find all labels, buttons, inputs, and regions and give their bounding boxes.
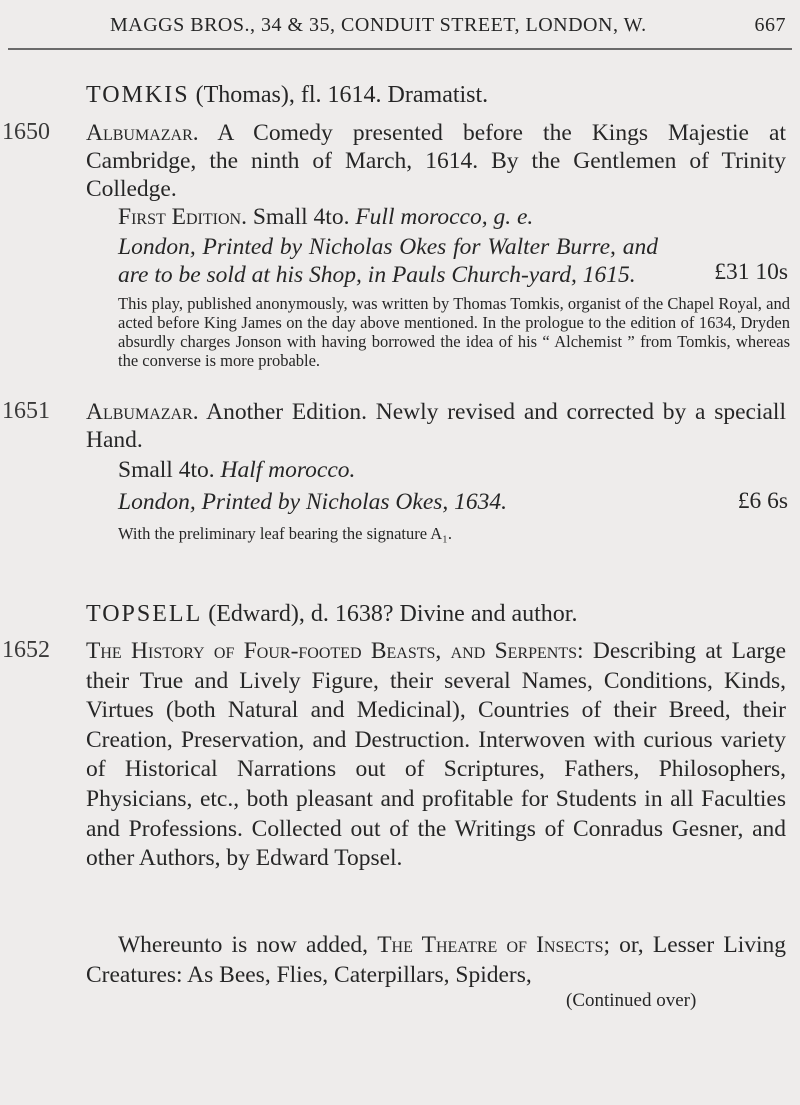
author-name: TOMKIS [86, 82, 190, 108]
item-number: 1652 [2, 637, 50, 663]
continued-over: (Continued over) [566, 990, 697, 1011]
imprint: London, Printed by Nicholas Okes, 1634. [118, 489, 508, 515]
item-number: 1650 [2, 119, 50, 145]
author-details: (Thomas), fl. 1614. Dramatist. [195, 82, 489, 108]
continuation-text: or, Lesser Living Creatures: As Bees, Flies, Caterpillars, Spiders, [86, 932, 787, 988]
page-number: 667 [754, 14, 786, 36]
header-rule [8, 48, 792, 50]
item-title [86, 398, 786, 454]
title-small-caps: Albumazar. [86, 120, 199, 146]
continuation-start: Whereunto is now added, [118, 932, 369, 958]
price: £31 10s [714, 259, 788, 285]
item-note: With the preliminary leaf bearing the signature A₁. [118, 524, 453, 543]
title-small-caps: Albumazar. [86, 399, 199, 425]
binding: Half morocco. [220, 457, 356, 483]
imprint: London, Printed by Nicholas Okes for Walter Burre, and are to be sold at his Shop, in Pauls Church-yard, 1615. [118, 234, 658, 288]
item-title [86, 637, 786, 874]
binding: Full morocco, g. e. [355, 204, 534, 230]
item-continuation [86, 931, 786, 990]
continuation-small-caps: The Theatre of Insects; [377, 932, 610, 958]
edition-line [118, 456, 788, 484]
edition-format: Small 4to. [252, 204, 350, 230]
running-header [110, 14, 788, 37]
title-text: A Comedy presented before the Kings Majestie at Cambridge, the ninth of March, 1614. By the Gentlemen of Trinity Colledge. [86, 120, 786, 202]
author-heading [86, 601, 577, 628]
item-title [86, 119, 786, 203]
author-name: TOPSELL [86, 601, 203, 627]
item-note: This play, published anonymously, was written by Thomas Tomkis, organist of the Chapel Royal, and acted before King James on the day above mentioned. In the prologue to the edition of 1634, Dryden absurdly charges Jonson with having borrowed the idea of his “ Alchemist ” from Tomkis, whereas the converse is more probable. [118, 294, 790, 370]
edition-small-caps: First Edition. [118, 204, 247, 230]
edition-line [118, 203, 788, 231]
item-number: 1651 [2, 398, 50, 424]
title-text: Describing at Large their True and Lively Figure, their several Names, Conditions, Kinds, Virtues (both Natural and Medicinal), Countries of their Breed, their Creation, Preservation, and Destruction. Interwoven with curious variety of Historical Narrations out of Scriptures, Fathers, Philosophers, Physicians, etc., both pleasant and profitable for Students in all Faculties and Professions. Collected out of the Writings of Conradus Gesner, and other Authors, by Edward Topsel. [86, 638, 787, 872]
author-details: (Edward), d. 1638? Divine and author. [208, 601, 578, 627]
edition-format: Small 4to. [118, 457, 215, 483]
price: £6 6s [737, 488, 788, 514]
title-text: Another Edition. Newly revised and corrected by a speciall Hand. [86, 399, 786, 453]
author-heading [86, 82, 488, 109]
header-text: MAGGS BROS., 34 & 35, CONDUIT STREET, LONDON, W. [110, 14, 647, 36]
title-small-caps: The History of Four-footed Beasts, and Serpents: [86, 638, 584, 664]
